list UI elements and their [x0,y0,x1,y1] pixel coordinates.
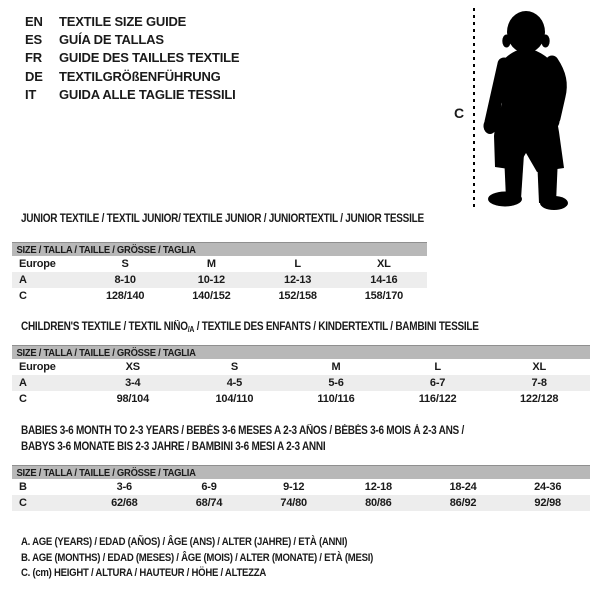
children-size-table [12,345,590,407]
table-row-a [12,272,427,288]
language-code: DE [25,68,43,84]
table-row-a [12,375,590,391]
language-line-de [25,67,239,85]
table-cell: 14-16 [370,274,398,286]
table-cell: 86/92 [449,497,477,509]
table-cell: 110/116 [317,393,355,405]
language-title-block [25,12,239,104]
language-label: TEXTILGRÖßENFÜHRUNG [59,68,221,84]
table-cell: S [121,258,129,270]
table-cell: 98/104 [116,393,150,405]
size-header-label: SIZE / TALLA / TAILLE / GRÖSSE / TAGLIA [16,346,196,359]
table-cell: 158/170 [364,290,404,302]
size-header-bar [12,465,590,479]
language-label: GUÍA DE TALLAS [59,32,164,48]
babies-title-line1: BABIES 3-6 MONTH TO 2-3 YEARS / BEBÉS 3-6 MESES A 2-3 AÑOS / BÉBÉS 3-6 MOIS À 2-3 ANS / [21,425,465,437]
table-row-b [12,479,590,495]
language-line-es [25,30,239,48]
legend-footnotes [21,536,426,583]
table-cell: 7-8 [531,377,547,389]
title-text: CHILDREN'S TEXTILE / TEXTIL NIÑO [21,321,188,333]
table-cell: 116/122 [418,393,457,405]
babies-section-title [21,423,464,455]
language-line-fr [25,49,239,67]
language-label: GUIDE DES TAILLES TEXTILE [59,50,240,66]
table-cell: 80/86 [365,497,392,509]
table-cell: 9-12 [283,481,305,493]
height-measure-dashed-line [473,8,475,208]
row-label: C [19,290,27,302]
table-row-europe [12,359,590,375]
table-cell: 68/74 [195,497,223,509]
table-cell: 10-12 [197,274,225,286]
table-row-europe [12,256,427,272]
language-code: FR [25,50,42,66]
size-header-bar [12,345,590,359]
table-cell: L [294,258,301,270]
table-cell: XL [377,258,391,270]
table-cell: 104/110 [215,393,254,405]
table-cell: 4-5 [226,377,243,389]
table-cell: 5-6 [328,377,344,389]
row-label: A [19,274,27,286]
table-cell: 3-4 [125,377,141,389]
language-line-it [25,86,239,104]
size-header-label: SIZE / TALLA / TAILLE / GRÖSSE / TAGLIA [16,466,196,479]
junior-section-title: JUNIOR TEXTILE / TEXTIL JUNIOR/ TEXTILE JUNIOR / JUNIORTEXTIL / JUNIOR TESSILE [21,213,424,225]
footnote-a: A. AGE (YEARS) / EDAD (AÑOS) / ÂGE (ANS) / ALTER (JAHRE) / ETÀ (ANNI) [21,536,348,548]
footnote-c: C. (cm) HEIGHT / ALTURA / HAUTEUR / HÖHE / ALTEZZA [21,567,266,579]
table-cell: 12-13 [284,274,312,286]
table-row-c [12,495,590,511]
table-cell: 18-24 [449,481,477,493]
language-code: ES [25,32,42,48]
table-cell: 122/128 [519,393,559,405]
babies-size-table [12,465,590,511]
babies-title-line2: BABYS 3-6 MONATE BIS 2-3 JAHRE / BAMBINI 3-6 MESI A 2-3 ANNI [21,441,326,453]
language-code: IT [25,87,37,103]
table-cell: XL [532,361,546,373]
table-cell: 6-7 [429,377,446,389]
table-cell: L [434,361,441,373]
table-row-c [12,391,590,407]
language-label: GUIDA ALLE TAGLIE TESSILI [59,87,236,103]
row-label: C [19,393,27,405]
table-cell: 62/68 [111,497,138,509]
table-cell: M [331,361,341,373]
table-cell: S [230,361,238,373]
footnote-b: B. AGE (MONTHS) / EDAD (MESES) / ÂGE (MOIS) / ALTER (MONATE) / ETÀ (MESI) [21,551,374,564]
language-code: EN [25,13,43,29]
height-measure-label: C [454,105,465,121]
table-cell: 128/140 [105,290,145,302]
table-cell: 12-18 [364,481,392,493]
table-cell: 3-6 [116,481,132,493]
table-cell: 152/158 [278,290,317,302]
row-label: C [19,497,27,509]
size-header-bar [12,242,427,256]
table-cell: 24-36 [534,481,562,493]
table-row-c [12,288,427,304]
table-cell: 6-9 [201,481,217,493]
language-label: TEXTILE SIZE GUIDE [59,13,187,29]
size-header-label: SIZE / TALLA / TAILLE / GRÖSSE / TAGLIA [16,243,196,256]
table-cell: M [206,258,216,270]
row-label: Europe [19,258,56,270]
title-text: / TEXTILE DES ENFANTS / KINDERTEXTIL / BAMBINI TESSILE [194,321,479,333]
row-label: Europe [19,361,56,373]
table-cell: 92/98 [534,497,561,509]
table-cell: 8-10 [114,274,136,286]
table-cell: XS [125,361,140,373]
row-label: A [19,377,27,389]
language-line-en [25,12,239,30]
title-subscript: /A [187,325,195,334]
table-cell: 140/152 [192,290,231,302]
baby-silhouette-icon [478,4,596,210]
row-label: B [19,481,27,493]
table-cell: 74/80 [280,497,307,509]
junior-size-table [12,242,427,304]
children-section-title [21,319,479,338]
